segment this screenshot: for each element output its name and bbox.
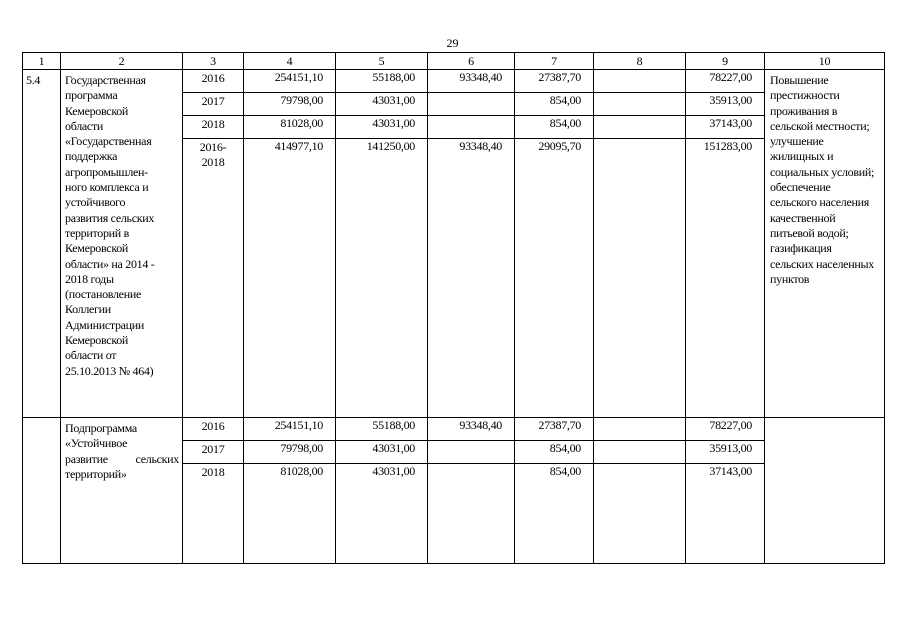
text-line: «Устойчивое (65, 436, 128, 451)
column-header-7: 7 (515, 53, 594, 70)
value-col7: 854,00 (515, 441, 594, 464)
text-line: ного комплекса и (65, 180, 149, 195)
year-cell: 2018 (183, 464, 244, 564)
year-cell (183, 116, 244, 139)
year-cell: 2017 (183, 441, 244, 464)
text-line: развитие сельских (65, 451, 179, 466)
value-col9: 78227,00 (686, 418, 765, 441)
column-header-5: 5 (336, 53, 428, 70)
value-col7: 27387,70 (515, 70, 594, 93)
value-col5: 55188,00 (336, 70, 428, 93)
text-line: Администрации (65, 317, 145, 332)
value-col6: 93348,40 (428, 139, 515, 418)
column-header-9: 9 (686, 53, 765, 70)
value-col9: 37143,00 (686, 116, 765, 139)
text-line: сельских населенных (770, 256, 874, 271)
year-line: 2018 (201, 155, 225, 170)
value-col7: 854,00 (515, 93, 594, 116)
value-col8 (594, 418, 686, 441)
text-line: (постановление (65, 287, 141, 302)
value-col6 (428, 441, 515, 464)
text-line: престижности (770, 88, 840, 103)
text-line: программа (65, 88, 118, 103)
column-header-10: 10 (765, 53, 885, 70)
column-header-6: 6 (428, 53, 515, 70)
goals-cell (765, 70, 885, 418)
text-line: Повышение (770, 73, 829, 87)
text-line: территорий» (65, 466, 127, 481)
value-col8 (594, 70, 686, 93)
year-line: 2018 (201, 117, 225, 131)
text-line: поддержка (65, 149, 118, 164)
text-line: обеспечение (770, 180, 831, 195)
value-col7: 27387,70 (515, 418, 594, 441)
year-line: 2017 (201, 94, 225, 108)
value-col9: 35913,00 (686, 93, 765, 116)
text-line: Государственная (65, 73, 146, 87)
value-col6 (428, 93, 515, 116)
subprogram-row (23, 418, 885, 441)
value-col8 (594, 441, 686, 464)
year-cell (183, 93, 244, 116)
text-line: газификация (770, 241, 832, 256)
row-number: 5.4 (23, 70, 61, 418)
subprogram-name (61, 418, 183, 564)
text-line: проживания в (770, 103, 838, 118)
column-header-3: 3 (183, 53, 244, 70)
text-line: области (65, 118, 104, 133)
value-col5: 43031,00 (336, 116, 428, 139)
text-line: сельского населения (770, 195, 869, 210)
value-col5: 43031,00 (336, 93, 428, 116)
text-line: агропромышлен- (65, 164, 148, 179)
value-col4: 414977,10 (244, 139, 336, 418)
year-line: 2016- (199, 140, 227, 154)
year-cell (183, 139, 244, 418)
text-line: устойчивого (65, 195, 126, 210)
text-line: Кемеровской (65, 333, 129, 348)
value-col8 (594, 464, 686, 564)
value-col9: 151283,00 (686, 139, 765, 418)
value-col4: 79798,00 (244, 93, 336, 116)
value-col4: 254151,10 (244, 418, 336, 441)
text-line: Подпрограмма (65, 421, 137, 435)
column-header-2: 2 (61, 53, 183, 70)
value-col4: 254151,10 (244, 70, 336, 93)
column-header-4: 4 (244, 53, 336, 70)
value-col9: 35913,00 (686, 441, 765, 464)
page-number: 29 (446, 36, 459, 50)
text-line: Кемеровской (65, 103, 129, 118)
value-col8 (594, 93, 686, 116)
text-line: 2018 годы (65, 271, 114, 286)
text-line: развития сельских (65, 210, 155, 225)
text-line: «Государственная (65, 134, 152, 149)
goals-cell-empty (765, 418, 885, 564)
text-line: области» на 2014 - (65, 256, 155, 271)
text-line: Коллегии (65, 302, 111, 317)
value-col5: 141250,00 (336, 139, 428, 418)
value-col5: 55188,00 (336, 418, 428, 441)
value-col9: 78227,00 (686, 70, 765, 93)
program-name (61, 70, 183, 418)
text-line: области от (65, 348, 117, 363)
text-line: территорий в (65, 225, 129, 240)
text-line: качественной (770, 210, 836, 225)
value-col4: 81028,00 (244, 464, 336, 564)
value-col7: 29095,70 (515, 139, 594, 418)
value-col6 (428, 116, 515, 139)
text-line: жилищных и (770, 149, 834, 164)
value-col5: 43031,00 (336, 464, 428, 564)
value-col6 (428, 464, 515, 564)
value-col8 (594, 139, 686, 418)
value-col9: 37143,00 (686, 464, 765, 564)
value-col7: 854,00 (515, 464, 594, 564)
value-col5: 43031,00 (336, 441, 428, 464)
text-line: сельской местности; (770, 118, 870, 133)
value-col6: 93348,40 (428, 70, 515, 93)
year-cell (183, 70, 244, 93)
value-col6: 93348,40 (428, 418, 515, 441)
text-line: социальных условий; (770, 164, 875, 179)
year-cell: 2016 (183, 418, 244, 441)
text-line: Кемеровской (65, 241, 129, 256)
value-col4: 79798,00 (244, 441, 336, 464)
text-line: 25.10.2013 № 464) (65, 363, 154, 378)
text-line: улучшение (770, 134, 824, 149)
year-line: 2016 (201, 71, 225, 85)
program-row (23, 70, 885, 93)
budget-table (22, 52, 885, 564)
column-header-8: 8 (594, 53, 686, 70)
column-header-1: 1 (23, 53, 61, 70)
value-col8 (594, 116, 686, 139)
row-number-empty (23, 418, 61, 564)
text-line: питьевой водой; (770, 225, 849, 240)
header-row (23, 53, 885, 70)
value-col4: 81028,00 (244, 116, 336, 139)
value-col7: 854,00 (515, 116, 594, 139)
text-line: пунктов (770, 271, 810, 286)
